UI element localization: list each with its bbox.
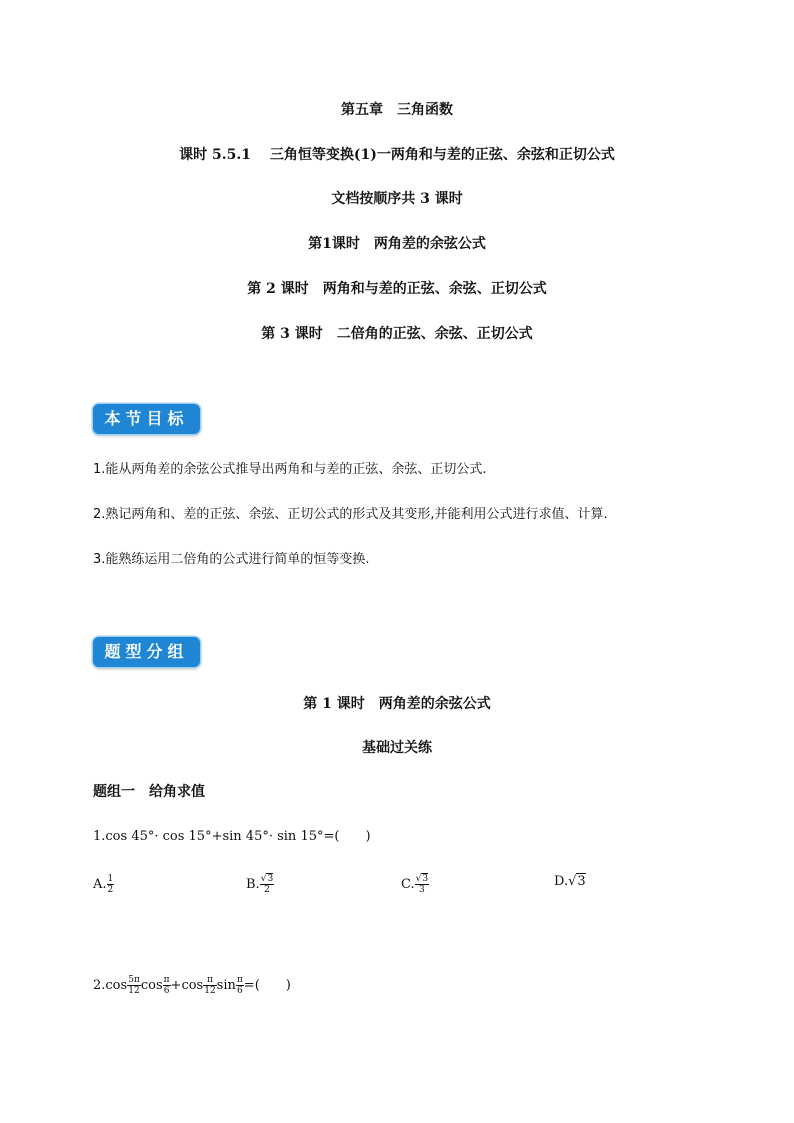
option-a [93,874,114,895]
option-b-denominator: 2 [264,885,270,895]
question-1-stem: 1.cos 45°· cos 15°+sin 45°· sin 15°=( ) [93,829,371,844]
q2-f2-num: π [163,975,170,985]
lesson-title: 课时 5.5.1 三角恒等变换(1)一两角和与差的正弦、余弦和正切公式 [179,147,615,163]
option-a-fraction [107,874,115,895]
option-c-label: C. [401,877,415,892]
q2-fraction-3 [203,975,216,996]
q2-f3-den: 12 [204,986,216,996]
q2-f4-den: 6 [236,986,243,996]
option-a-numerator: 1 [107,874,114,884]
option-b-fraction [260,874,274,895]
q2-mid-1: cos [140,978,163,993]
q2-f1-num: 5π [128,975,140,985]
option-c [401,874,429,895]
q2-fraction-2 [163,975,171,996]
option-d-label: D. [554,874,569,889]
chapter-title: 第五章 三角函数 [341,102,453,118]
option-b-label: B. [246,877,260,892]
q2-mid-2: +cos [170,978,204,993]
lesson-1-title: 第1课时 两角差的余弦公式 [308,236,486,252]
option-c-numerator: √3 [415,874,429,884]
option-a-denominator: 2 [107,885,114,895]
option-d-radicand: 3 [577,874,586,889]
q2-f3-num: π [203,975,216,986]
q2-fraction-1 [127,975,141,996]
q2-mid-3: sin [216,978,236,993]
goal-item-2: 2.熟记两角和、差的正弦、余弦、正切公式的形式及其变形,并能利用公式进行求值、计算. [93,507,608,522]
lesson-2-title: 第 2 课时 两角和与差的正弦、余弦、正切公式 [247,281,547,297]
lesson-3-title: 第 3 课时 二倍角的正弦、余弦、正切公式 [261,326,533,342]
goals-badge: 本节目标 [93,404,200,434]
goal-item-1: 1.能从两角差的余弦公式推导出两角和与差的正弦、余弦、正切公式. [93,462,487,477]
goal-item-3: 3.能熟练运用二倍角的公式进行简单的恒等变换. [93,552,370,567]
q2-suffix: =( ) [243,978,291,993]
question-2-stem [93,974,291,996]
group-title: 题组一 给角求值 [93,784,205,800]
option-b-radicand: 3 [267,874,274,884]
section-subtitle: 基础过关练 [362,740,432,756]
option-b [246,874,274,895]
option-c-denominator: 3 [419,885,425,895]
q2-f2-den: 6 [163,986,170,996]
option-a-label: A. [93,877,107,892]
groups-badge: 题型分组 [93,637,200,667]
q2-prefix: 2.cos [93,978,128,993]
lesson-order: 文档按顺序共 3 课时 [331,191,463,207]
option-b-numerator: √3 [260,874,274,884]
option-d-radical: √3 [568,874,586,889]
q2-fraction-4 [236,975,244,996]
option-c-fraction [415,874,429,895]
section-lesson-title: 第 1 课时 两角差的余弦公式 [303,696,491,712]
q2-f1-den: 12 [128,986,140,996]
option-d [554,874,586,889]
q2-f4-num: π [236,975,243,985]
option-c-radicand: 3 [422,874,429,884]
